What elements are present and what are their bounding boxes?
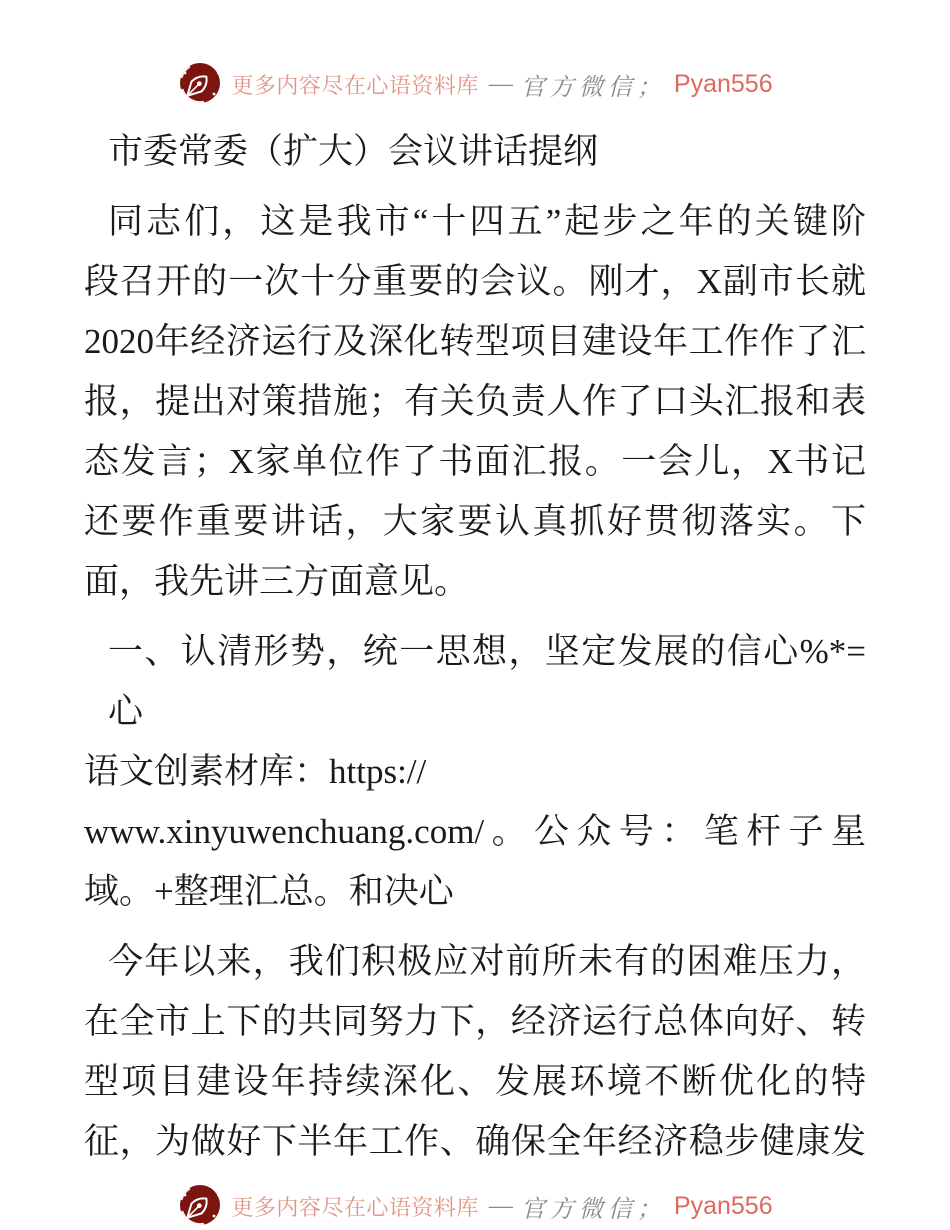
banner-separator: — — [488, 70, 513, 97]
banner-wechat-id: Pyan556 — [673, 1191, 773, 1220]
text-line: 一、认清形势，统一思想，坚定发展的信心%*=心 — [108, 632, 866, 731]
text-line: 还要作重要讲话，大家要认真抓好贯彻落实。下 — [84, 502, 866, 541]
banner-brand-text: 更多内容尽在心语资料库 — [231, 1194, 479, 1220]
paragraph-section-heading — [84, 622, 866, 922]
paragraph-intro — [84, 192, 866, 612]
banner-wechat-label: 官方微信； — [520, 1196, 666, 1223]
pen-nib-logo-icon — [177, 1183, 223, 1229]
text-line: 语文创素材库：https:// — [84, 752, 427, 791]
text-line: 征，为做好下半年工作、确保全年经济稳步健康发 — [84, 1122, 866, 1161]
text-line: www.xinyuwenchuang.com/。公众号：笔杆子星 — [84, 812, 866, 851]
text-line: 在全市上下的共同努力下，经济运行总体向好、转 — [84, 1002, 866, 1041]
banner-wechat-label: 官方微信； — [520, 74, 666, 101]
header-banner — [0, 0, 950, 108]
footer-banner — [0, 1182, 950, 1230]
pen-nib-logo-icon — [177, 61, 223, 107]
banner-wechat-id: Pyan556 — [673, 69, 773, 98]
text-line: 型项目建设年持续深化、发展环境不断优化的特 — [84, 1062, 866, 1101]
paragraph-body — [84, 932, 866, 1172]
banner-brand-text: 更多内容尽在心语资料库 — [231, 72, 479, 98]
document-content — [0, 132, 950, 1172]
banner-separator: — — [488, 1192, 513, 1219]
text-line: 2020年经济运行及深化转型项目建设年工作作了汇 — [84, 322, 866, 361]
text-line: 今年以来，我们积极应对前所未有的困难压力， — [108, 942, 866, 981]
text-line: 面，我先讲三方面意见。 — [84, 562, 470, 601]
text-line: 域。+整理汇总。和决心 — [84, 872, 454, 911]
text-line: 段召开的一次十分重要的会议。刚才，X副市长就 — [84, 262, 866, 301]
text-line: 同志们，这是我市“十四五”起步之年的关键阶 — [108, 202, 866, 241]
text-line: 态发言；X家单位作了书面汇报。一会儿，X书记 — [84, 442, 866, 481]
document-title: 市委常委（扩大）会议讲话提纲 — [108, 132, 599, 171]
text-line: 报，提出对策措施；有关负责人作了口头汇报和表 — [84, 382, 866, 421]
